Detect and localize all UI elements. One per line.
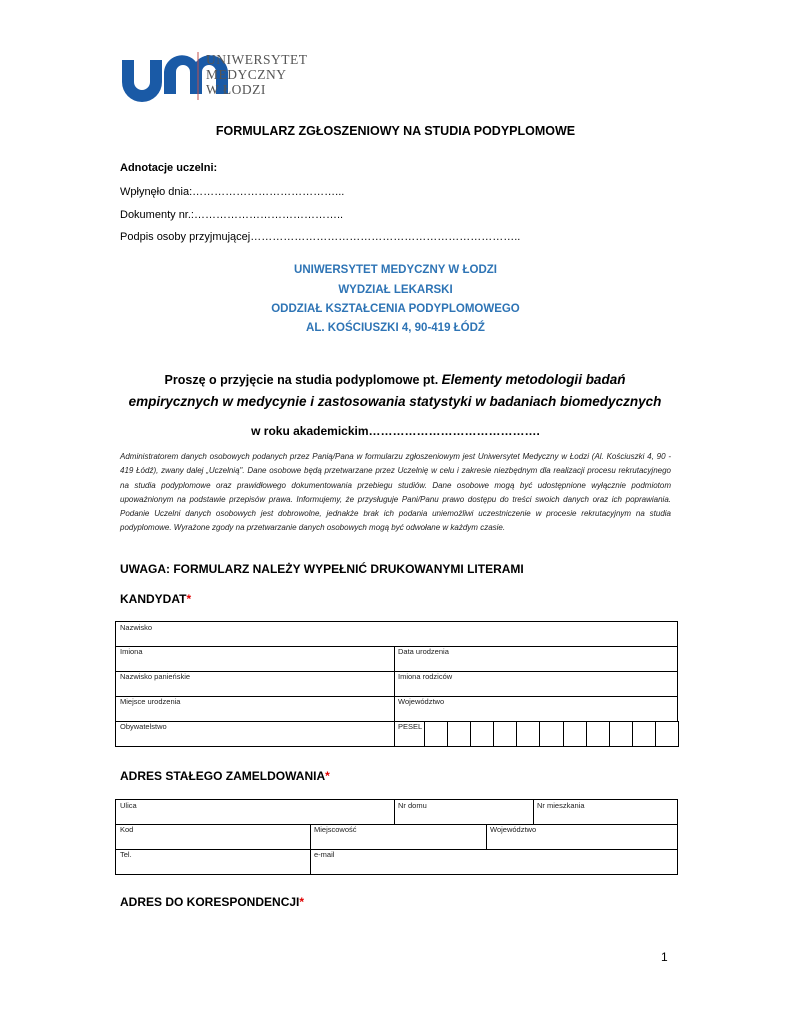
pesel-label: PESEL — [398, 722, 423, 731]
flat-number-field[interactable] — [533, 799, 678, 825]
email-label: e-mail — [314, 850, 335, 859]
permanent-address-heading-label: ADRES STAŁEGO ZAMELDOWANIA — [120, 769, 326, 783]
required-mark: * — [186, 592, 192, 606]
pesel-digit-box[interactable] — [516, 721, 540, 747]
first-names-label: Imiona — [120, 647, 143, 656]
page-number: 1 — [661, 950, 668, 964]
admission-request — [120, 369, 670, 413]
form-title: FORMULARZ ZGŁOSZENIOWY NA STUDIA PODYPLOMOWE — [215, 124, 576, 138]
house-number-label: Nr domu — [398, 801, 427, 810]
street-label: Ulica — [120, 801, 137, 810]
request-prefix: Proszę o przyjęcie na studia podyplomowe pt. — [164, 373, 442, 387]
logo-text-line2: MEDYCZNY — [206, 67, 287, 82]
surname-field[interactable] — [115, 621, 678, 647]
university-name: UNIWERSYTET MEDYCZNY W ŁODZI — [294, 264, 497, 276]
flat-number-label: Nr mieszkania — [537, 801, 585, 810]
birth-date-field[interactable] — [394, 646, 678, 672]
maiden-name-field[interactable] — [115, 671, 395, 697]
pesel-digit-box[interactable] — [493, 721, 517, 747]
birth-place-label: Miejsce urodzenia — [120, 697, 181, 706]
gdpr-notice: Administratorem danych osobowych podanych przez Panią/Pana w formularzu zgłoszeniowym jest Uniwersytet Medyczny w Łodzi (Al. Kościuszki 4, 90 - 419 Łódź), zwany dalej „Uczelnią". Dane osobowe będą przetwarzane przez Uczelnię w celu i zakresie niezbędnym dla realizacji procesu rekrutacyjnego na studia podyplomowe oraz prawidłowego dokumentowania przebiegu studiów. Dane osobowe mogą być udostępnione wyłącznie podmiotom upoważnionym na podstawie przepisów prawa. Informujemy, że przysługuje Pani/Panu prawo dostępu do treści swoich danych oraz ich poprawiania. Podanie Uczelni danych osobowych jest dobrowolne, jednakże brak ich podania uniemożliwi uczestniczenie w procesie rekrutacyjnym na studia podyplomowe. Wyrażone zgody na przetwarzanie danych osobowych mogą być odwołane w każdym czasie. — [120, 452, 671, 533]
citizenship-label: Obywatelstwo — [120, 722, 167, 731]
annotations-heading: Adnotacje uczelni: — [120, 162, 218, 174]
required-mark: * — [325, 769, 330, 783]
address-voivodeship-label: Województwo — [490, 825, 537, 834]
pesel-digit-box[interactable] — [447, 721, 471, 747]
email-field[interactable] — [310, 849, 678, 875]
birth-date-label: Data urodzenia — [398, 647, 449, 656]
city-field[interactable] — [310, 824, 487, 850]
pesel-digit-box[interactable] — [632, 721, 656, 747]
university-address: AL. KOŚCIUSZKI 4, 90-419 ŁÓDŹ — [306, 322, 485, 334]
postcode-label: Kod — [120, 825, 134, 834]
pesel-digit-box[interactable] — [655, 721, 679, 747]
city-label: Miejscowość — [314, 825, 357, 834]
street-field[interactable] — [115, 799, 395, 825]
faculty-name: WYDZIAŁ LEKARSKI — [338, 284, 453, 296]
voivodeship-field[interactable] — [394, 696, 678, 722]
parents-names-label: Imiona rodziców — [398, 672, 453, 681]
postcode-field[interactable] — [115, 824, 311, 850]
logo-text-line3: W ŁODZI — [206, 82, 266, 97]
pesel-digit-box[interactable] — [470, 721, 494, 747]
pesel-digit-box[interactable] — [609, 721, 633, 747]
logo-text-line1: UNIWERSYTET — [206, 52, 308, 67]
candidate-heading-label: KANDYDAT — [120, 592, 187, 606]
signature-line: Podpis osoby przyjmującej……………………………………………………………….. — [120, 231, 521, 243]
correspondence-address-heading — [120, 895, 304, 909]
documents-number-line: Dokumenty nr.:………………………………….. — [120, 209, 344, 221]
university-logo — [120, 50, 320, 102]
academic-year-line: w roku akademickim……………………………………. — [251, 424, 540, 438]
pesel-digit-box[interactable] — [586, 721, 610, 747]
citizenship-field[interactable] — [115, 721, 395, 747]
department-name: ODDZIAŁ KSZTAŁCENIA PODYPLOMOWEGO — [271, 303, 520, 315]
first-names-field[interactable] — [115, 646, 395, 672]
received-date-line: Wpłynęło dnia:…………………………………... — [120, 186, 345, 198]
pesel-digit-box[interactable] — [563, 721, 587, 747]
phone-label: Tel. — [120, 850, 132, 859]
permanent-address-heading — [120, 769, 330, 783]
required-mark: * — [299, 895, 305, 909]
candidate-heading — [120, 592, 191, 606]
correspondence-address-heading-label: ADRES DO KORESPONDENCJI — [120, 895, 300, 909]
parents-names-field[interactable] — [394, 671, 678, 697]
pesel-label-cell — [394, 721, 425, 747]
maiden-name-label: Nazwisko panieńskie — [120, 672, 191, 681]
phone-field[interactable] — [115, 849, 311, 875]
house-number-field[interactable] — [394, 799, 534, 825]
course-title: Elementy metodologii badań empirycznych w medycynie i zastosowania statystyki w badaniach biomedycznych — [128, 372, 662, 409]
surname-label: Nazwisko — [120, 623, 153, 632]
voivodeship-label: Województwo — [398, 697, 445, 706]
address-voivodeship-field[interactable] — [486, 824, 678, 850]
pesel-digit-box[interactable] — [539, 721, 563, 747]
pesel-digit-box[interactable] — [424, 721, 448, 747]
birth-place-field[interactable] — [115, 696, 395, 722]
capital-letters-notice: UWAGA: FORMULARZ NALEŻY WYPEŁNIĆ DRUKOWANYMI LITERAMI — [120, 562, 524, 576]
